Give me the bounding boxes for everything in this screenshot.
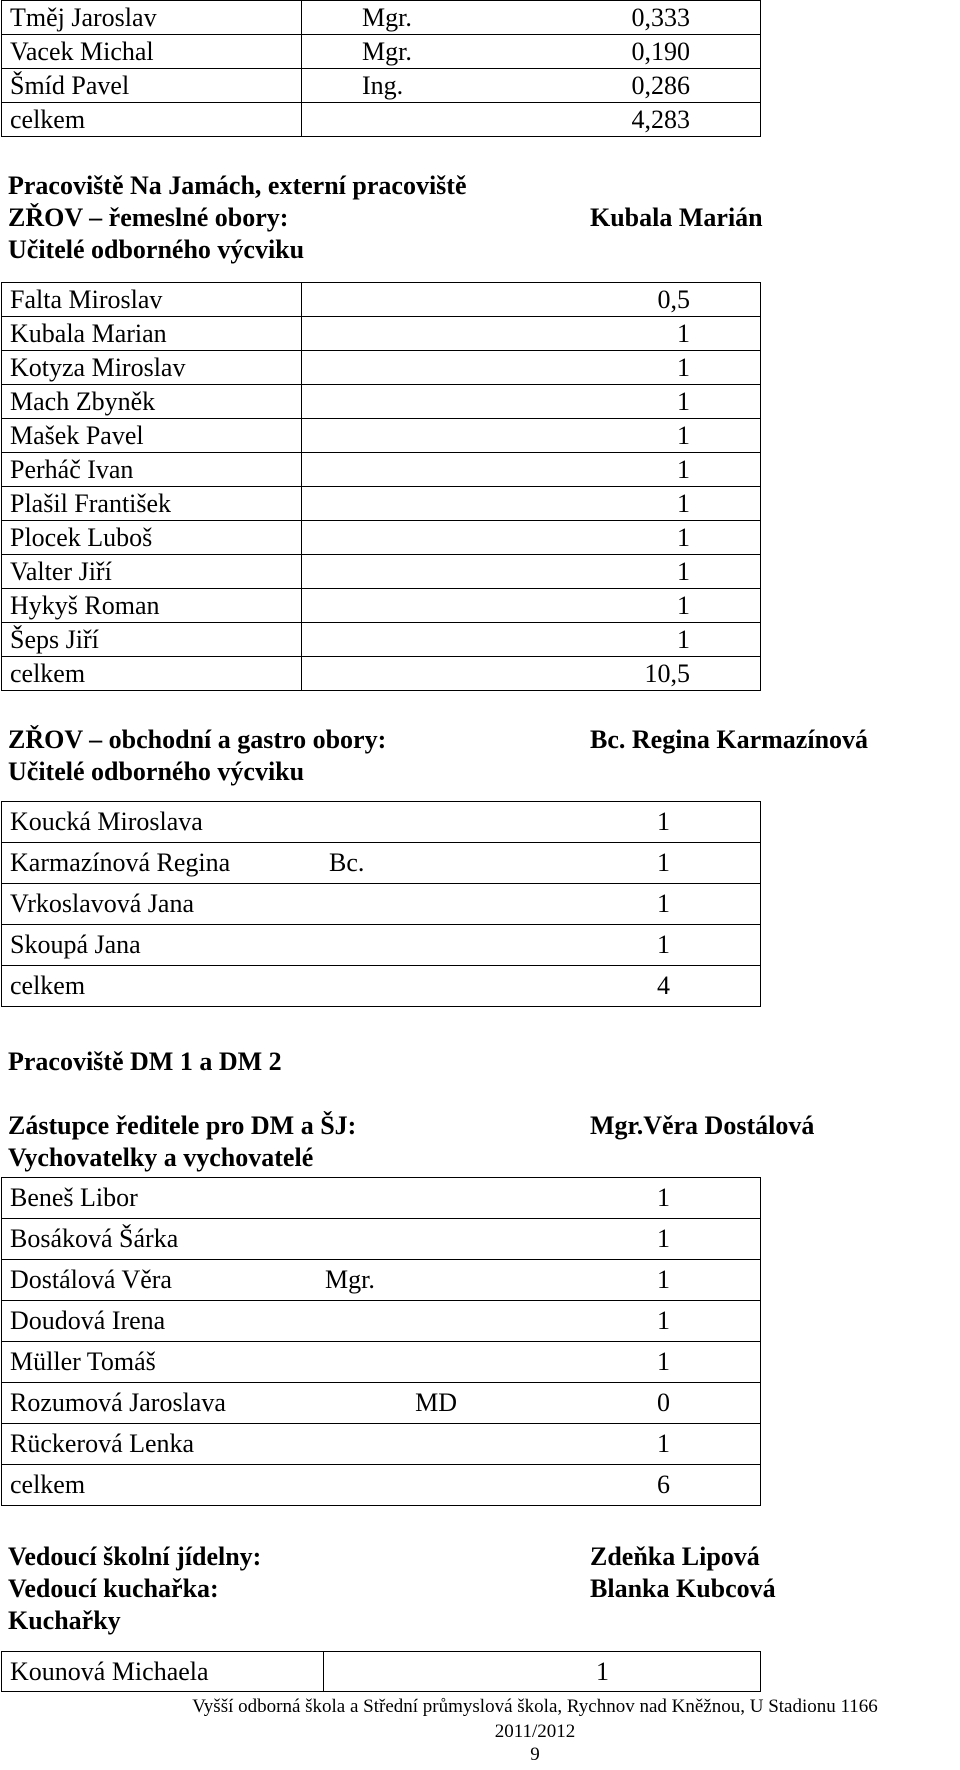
table-row bbox=[2, 1178, 761, 1219]
table-row bbox=[2, 283, 761, 317]
value-cell: 1 bbox=[457, 1219, 761, 1260]
table-row bbox=[2, 1383, 761, 1424]
footer-school: Vyšší odborná škola a Střední průmyslová škola, Rychnov nad Kněžnou, U Stadionu 1166 bbox=[192, 1696, 878, 1717]
name-cell: Mach Zbyněk bbox=[2, 385, 302, 419]
value-cell: 1 bbox=[437, 802, 761, 843]
section-head-name: Kubala Marián bbox=[590, 203, 763, 232]
staff-table-jamach bbox=[1, 282, 761, 691]
section-subheading: Zástupce ředitele pro DM a ŠJ: bbox=[8, 1111, 357, 1140]
table-row bbox=[2, 351, 761, 385]
table-row bbox=[2, 884, 761, 925]
name-cell: Vacek Michal bbox=[2, 35, 302, 69]
name-cell: celkem bbox=[2, 103, 302, 137]
title-cell: Mgr. bbox=[301, 1260, 457, 1301]
value-cell: 1 bbox=[457, 1301, 761, 1342]
value-cell: 1 bbox=[302, 589, 761, 623]
title-cell bbox=[301, 802, 437, 843]
value-cell: 1 bbox=[302, 555, 761, 589]
name-cell: Dostálová Věra bbox=[2, 1260, 302, 1301]
section-subheading: Vedoucí kuchařka: bbox=[8, 1574, 219, 1603]
table-row bbox=[2, 69, 761, 103]
title-cell: Mgr. bbox=[302, 1, 479, 35]
staff-table-gastro bbox=[1, 801, 761, 1007]
name-cell: Šeps Jiří bbox=[2, 623, 302, 657]
table-row bbox=[2, 419, 761, 453]
title-cell bbox=[301, 1301, 457, 1342]
title-cell bbox=[301, 1178, 457, 1219]
table-row bbox=[2, 802, 761, 843]
name-cell: Rozumová Jaroslava bbox=[2, 1383, 302, 1424]
name-cell: Plocek Luboš bbox=[2, 521, 302, 555]
table-row bbox=[2, 487, 761, 521]
title-cell bbox=[301, 1424, 457, 1465]
table-row bbox=[2, 555, 761, 589]
table-row bbox=[2, 521, 761, 555]
value-cell: 1 bbox=[302, 317, 761, 351]
table-row bbox=[2, 843, 761, 884]
name-cell: Rückerová Lenka bbox=[2, 1424, 302, 1465]
value-cell: 6 bbox=[457, 1465, 761, 1506]
value-cell: 1 bbox=[437, 925, 761, 966]
name-cell: celkem bbox=[2, 966, 302, 1007]
name-cell: Hykyš Roman bbox=[2, 589, 302, 623]
title-cell bbox=[301, 1219, 457, 1260]
value-cell: 10,5 bbox=[302, 657, 761, 691]
name-cell: Valter Jiří bbox=[2, 555, 302, 589]
section-head-name: Blanka Kubcová bbox=[590, 1574, 776, 1603]
section-heading: ZŘOV – obchodní a gastro obory: bbox=[8, 725, 387, 754]
table-row bbox=[2, 657, 761, 691]
page-number: 9 bbox=[530, 1744, 540, 1765]
staff-table-top bbox=[1, 0, 761, 137]
value-cell: 0,333 bbox=[478, 1, 761, 35]
table-row bbox=[2, 453, 761, 487]
name-cell: Karmazínová Regina bbox=[2, 843, 302, 884]
value-cell: 1 bbox=[457, 1178, 761, 1219]
name-cell: Müller Tomáš bbox=[2, 1342, 302, 1383]
staff-table-dm bbox=[1, 1177, 761, 1506]
table-row bbox=[2, 1260, 761, 1301]
section-subheading: ZŘOV – řemeslné obory: bbox=[8, 203, 289, 232]
name-cell: Beneš Libor bbox=[2, 1178, 302, 1219]
name-cell: Perháč Ivan bbox=[2, 453, 302, 487]
section-subheading: Učitelé odborného výcviku bbox=[8, 757, 305, 786]
table-row bbox=[2, 385, 761, 419]
title-cell: Ing. bbox=[302, 69, 479, 103]
value-cell: 1 bbox=[302, 385, 761, 419]
staff-table-kitchen bbox=[1, 1651, 761, 1692]
table-row bbox=[2, 623, 761, 657]
value-cell: 1 bbox=[457, 1260, 761, 1301]
value-cell: 0,286 bbox=[478, 69, 761, 103]
name-cell: celkem bbox=[2, 1465, 302, 1506]
name-cell: Kounová Michaela bbox=[2, 1652, 324, 1692]
value-cell: 1 bbox=[457, 1424, 761, 1465]
table-row bbox=[2, 925, 761, 966]
value-cell: 1 bbox=[302, 521, 761, 555]
name-cell: Vrkoslavová Jana bbox=[2, 884, 302, 925]
table-row bbox=[2, 1342, 761, 1383]
value-cell: 0 bbox=[457, 1383, 761, 1424]
section-heading: Vedoucí školní jídelny: bbox=[8, 1542, 262, 1571]
name-cell: Tměj Jaroslav bbox=[2, 1, 302, 35]
name-cell: Šmíd Pavel bbox=[2, 69, 302, 103]
name-cell: Kotyza Miroslav bbox=[2, 351, 302, 385]
table-row bbox=[2, 1424, 761, 1465]
title-cell bbox=[301, 925, 437, 966]
table-row bbox=[2, 966, 761, 1007]
value-cell: 1 bbox=[302, 453, 761, 487]
value-cell: 1 bbox=[302, 487, 761, 521]
table-row bbox=[2, 103, 761, 137]
value-cell: 1 bbox=[457, 1342, 761, 1383]
title-cell: Mgr. bbox=[302, 35, 479, 69]
title-cell: Bc. bbox=[301, 843, 437, 884]
title-cell bbox=[301, 884, 437, 925]
value-cell: 4 bbox=[437, 966, 761, 1007]
section-heading: Pracoviště Na Jamách, externí pracoviště bbox=[8, 171, 467, 200]
title-cell bbox=[301, 1465, 457, 1506]
table-row bbox=[2, 35, 761, 69]
title-cell bbox=[301, 966, 437, 1007]
name-cell: celkem bbox=[2, 657, 302, 691]
title-cell bbox=[302, 103, 479, 137]
title-cell bbox=[301, 1342, 457, 1383]
name-cell: Falta Miroslav bbox=[2, 283, 302, 317]
section-subheading: Učitelé odborného výcviku bbox=[8, 235, 305, 264]
value-cell: 1 bbox=[437, 843, 761, 884]
name-cell: Skoupá Jana bbox=[2, 925, 302, 966]
table-row bbox=[2, 1219, 761, 1260]
name-cell: Bosáková Šárka bbox=[2, 1219, 302, 1260]
footer-year: 2011/2012 bbox=[494, 1721, 576, 1742]
table-row bbox=[2, 1652, 761, 1692]
section-subheading: Kuchařky bbox=[8, 1606, 121, 1635]
value-cell: 4,283 bbox=[478, 103, 761, 137]
section-head-name: Bc. Regina Karmazínová bbox=[590, 725, 869, 754]
name-cell: Mašek Pavel bbox=[2, 419, 302, 453]
name-cell: Plašil František bbox=[2, 487, 302, 521]
value-cell: 1 bbox=[437, 884, 761, 925]
value-cell: 1 bbox=[302, 351, 761, 385]
value-cell: 0,190 bbox=[478, 35, 761, 69]
value-cell: 0,5 bbox=[302, 283, 761, 317]
table-row bbox=[2, 1465, 761, 1506]
name-cell: Kubala Marian bbox=[2, 317, 302, 351]
section-head-name: Zdeňka Lipová bbox=[590, 1542, 760, 1571]
value-cell: 1 bbox=[324, 1652, 761, 1692]
section-head-name: Mgr.Věra Dostálová bbox=[590, 1111, 815, 1140]
section-subheading: Vychovatelky a vychovatelé bbox=[8, 1143, 314, 1172]
table-row bbox=[2, 1, 761, 35]
table-row bbox=[2, 589, 761, 623]
section-heading: Pracoviště DM 1 a DM 2 bbox=[8, 1047, 282, 1076]
value-cell: 1 bbox=[302, 623, 761, 657]
name-cell: Doudová Irena bbox=[2, 1301, 302, 1342]
title-cell: MD bbox=[301, 1383, 457, 1424]
value-cell: 1 bbox=[302, 419, 761, 453]
table-row bbox=[2, 1301, 761, 1342]
name-cell: Koucká Miroslava bbox=[2, 802, 302, 843]
table-row bbox=[2, 317, 761, 351]
